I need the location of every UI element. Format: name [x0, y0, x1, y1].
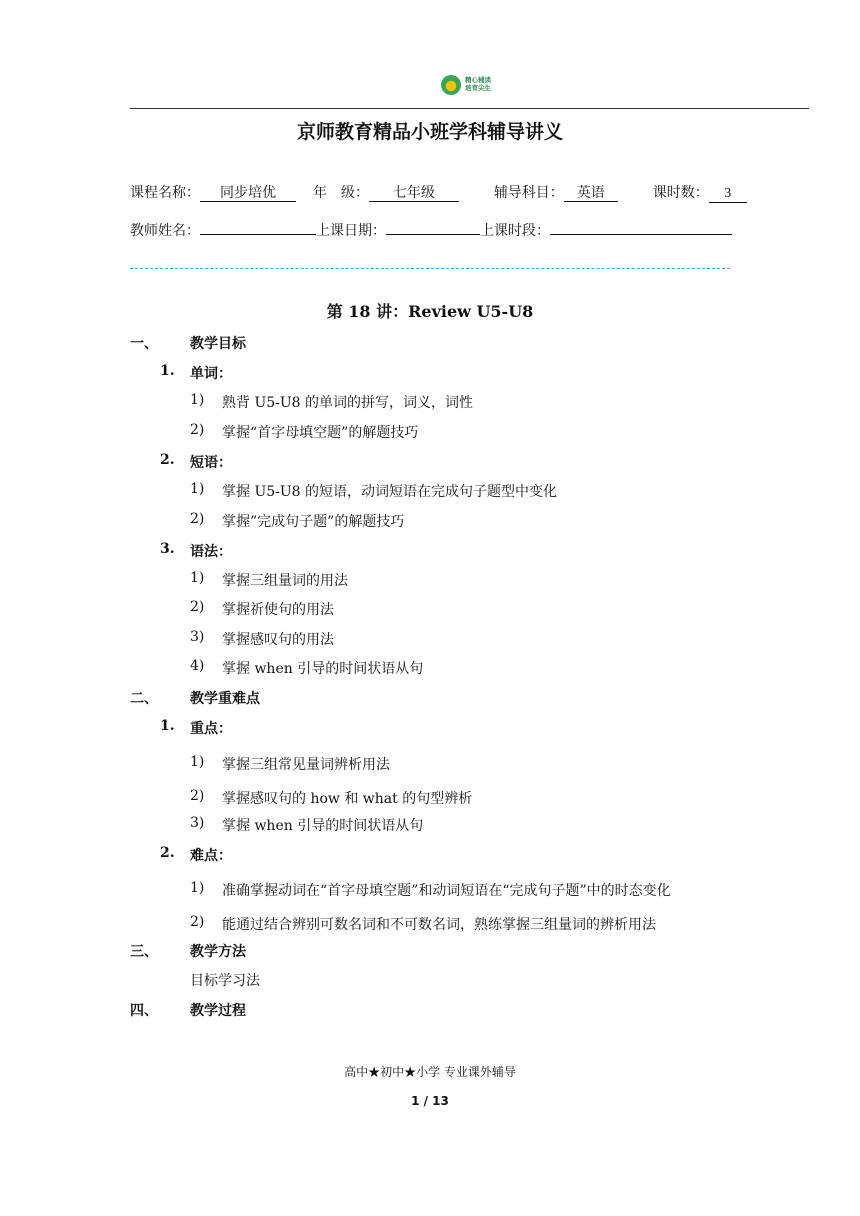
logo-text-line1: 精心辅读: [465, 76, 491, 84]
teacher-value: [200, 234, 316, 235]
list-item: 能通过结合辨别可数名词和不可数名词，熟练掌握三组量词的辨析用法: [222, 917, 656, 933]
subject-value: 英语: [564, 185, 618, 202]
list-item-marker: 2): [190, 422, 205, 438]
list-item-marker: 2): [190, 788, 205, 804]
section-4-title: 教学过程: [190, 1003, 246, 1019]
list-item: 熟背 U5-U8 的单词的拼写，词义，词性: [222, 395, 474, 411]
subsection-2-1-number: 1.: [160, 718, 175, 734]
subsection-2-1-title: 重点：: [190, 721, 232, 737]
section-4-number: 四、: [130, 1003, 158, 1019]
list-item: 掌握感叹句的用法: [222, 632, 334, 648]
date-label: 上课日期：: [316, 223, 386, 239]
list-item: 掌握 when 引导的时间状语从句: [222, 818, 424, 834]
subsection-1-2-number: 2.: [160, 452, 175, 468]
info-row-1: [130, 182, 747, 203]
list-item: 掌握三组常见量词辨析用法: [222, 757, 390, 773]
list-item: 掌握祈使句的用法: [222, 602, 334, 618]
subsection-1-1-title: 单词：: [190, 366, 232, 382]
grade-value: 七年级: [369, 185, 459, 202]
list-item-marker: 3): [190, 629, 205, 645]
list-item-marker: 2): [190, 599, 205, 615]
list-item: 掌握”完成句子题”的解题技巧: [222, 514, 405, 530]
list-item-marker: 4): [190, 658, 205, 674]
section-2-title: 教学重难点: [190, 691, 260, 707]
subsection-1-2-title: 短语：: [190, 455, 232, 471]
lesson-title: 第 18 讲：Review U5-U8: [326, 302, 534, 321]
hours-label: 课时数：: [652, 185, 709, 201]
list-item: 掌握三组量词的用法: [222, 573, 348, 589]
list-item: 掌握 U5-U8 的短语，动词短语在完成句子题型中变化: [222, 484, 558, 500]
page-number: 1 / 13: [411, 1094, 449, 1108]
list-item-marker: 3): [190, 815, 205, 831]
section-3-title: 教学方法: [190, 944, 246, 960]
page-title: 京师教育精品小班学科辅导讲义: [296, 121, 563, 143]
subsection-1-3-title: 语法：: [190, 544, 232, 560]
section-3-number: 三、: [130, 944, 158, 960]
list-item-marker: 1): [190, 570, 205, 586]
subject-label: 辅导科目：: [493, 185, 564, 201]
section-2-number: 二、: [130, 691, 158, 707]
section-3-text: 目标学习法: [190, 973, 260, 989]
header-logo: [441, 75, 501, 97]
list-item-marker: 2): [190, 511, 205, 527]
grade-label: 年 级：: [312, 185, 369, 201]
list-item: 掌握感叹句的 how 和 what 的句型辨析: [222, 791, 473, 807]
subsection-1-3-number: 3.: [160, 541, 175, 557]
list-item: 掌握“首字母填空题”的解题技巧: [222, 425, 419, 441]
list-item: 掌握 when 引导的时间状语从句: [222, 661, 424, 677]
list-item-marker: 1): [190, 754, 205, 770]
list-item-marker: 1): [190, 481, 205, 497]
course-value: 同步培优: [200, 185, 296, 202]
logo-text-line2: 培育尖生: [465, 84, 491, 92]
logo-text: [465, 76, 491, 92]
section-1-number: 一、: [130, 336, 158, 352]
hours-value: 3: [709, 186, 747, 203]
info-divider: [130, 268, 730, 269]
course-label: 课程名称：: [130, 185, 200, 201]
period-label: 上课时段：: [480, 223, 550, 239]
subsection-2-2-number: 2.: [160, 845, 175, 861]
section-1-title: 教学目标: [190, 336, 246, 352]
date-value: [386, 234, 480, 235]
list-item-marker: 2): [190, 914, 205, 930]
list-item-marker: 1): [190, 392, 205, 408]
subsection-2-2-title: 难点：: [190, 848, 232, 864]
subsection-1-1-number: 1.: [160, 363, 175, 379]
header-rule: [130, 108, 809, 109]
list-item: 准确掌握动词在“首字母填空题”和动词短语在“完成句子题”中的时态变化: [222, 883, 671, 899]
teacher-label: 教师姓名：: [130, 223, 200, 239]
list-item-marker: 1): [190, 880, 205, 896]
school-logo-icon: [441, 75, 461, 95]
footer-slogan: 高中★初中★小学 专业课外辅导: [344, 1065, 516, 1079]
period-value: [550, 234, 732, 235]
info-row-2: [130, 220, 732, 240]
